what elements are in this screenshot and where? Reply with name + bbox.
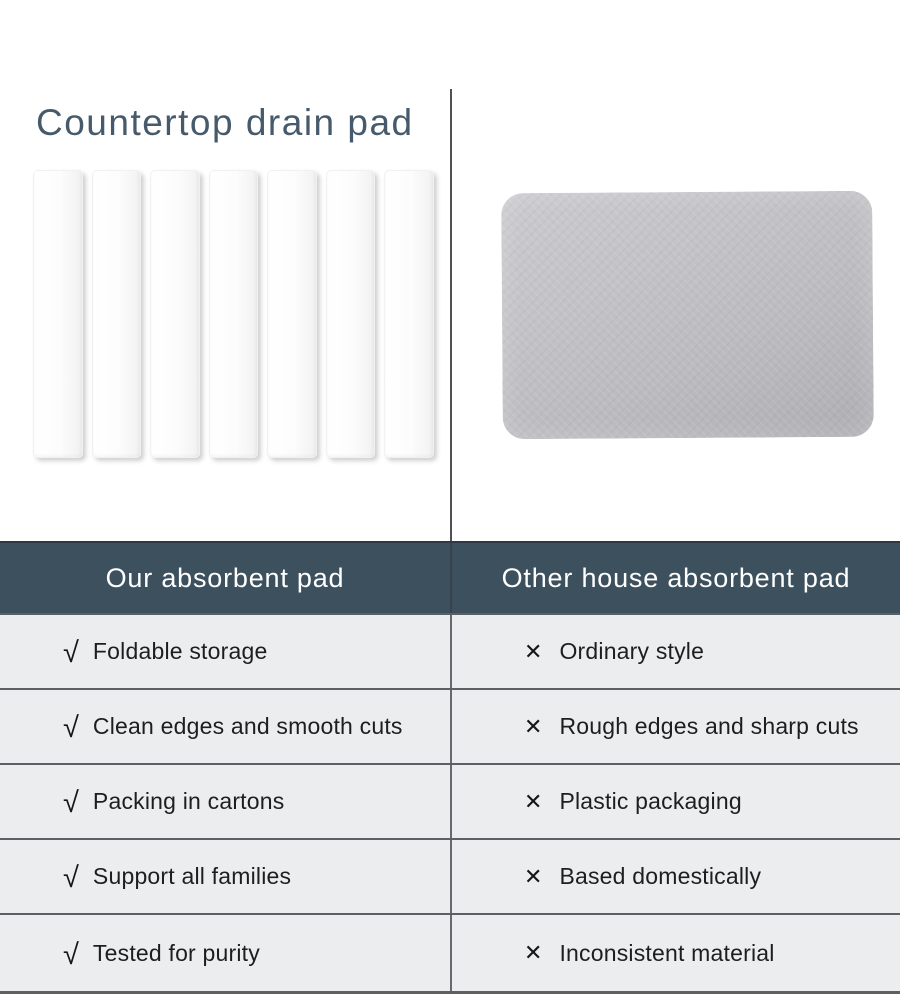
- feature-other: Ordinary style: [559, 638, 705, 664]
- pad-slat: [209, 170, 259, 458]
- pad-slat: [267, 170, 317, 458]
- pad-slat: [92, 170, 142, 458]
- check-icon: √: [63, 938, 79, 971]
- check-icon: √: [63, 712, 79, 744]
- page-title: Countertop drain pad: [36, 102, 414, 143]
- column-header-other: Other house absorbent pad: [501, 562, 851, 593]
- feature-ours: Foldable storage: [92, 638, 268, 664]
- cross-icon: ✕: [524, 863, 543, 889]
- check-icon: √: [63, 862, 79, 894]
- check-icon: √: [63, 787, 79, 819]
- pad-slat: [384, 170, 434, 458]
- comparison-table: [0, 541, 900, 994]
- product-image-foldable-pad: [33, 170, 434, 458]
- table-row: [0, 913, 900, 991]
- table-row: [0, 688, 900, 763]
- pad-slat: [326, 170, 376, 458]
- vertical-divider: [450, 89, 452, 543]
- feature-other: Based domestically: [559, 863, 762, 889]
- feature-ours: Tested for purity: [92, 939, 260, 966]
- cross-icon: ✕: [524, 788, 543, 814]
- feature-other: Plastic packaging: [559, 788, 742, 814]
- check-icon: √: [63, 637, 79, 669]
- product-image-other-pad: [501, 191, 874, 440]
- table-row: [0, 763, 900, 838]
- table-header-row: [0, 541, 900, 613]
- feature-ours: Clean edges and smooth cuts: [92, 713, 403, 739]
- feature-ours: Packing in cartons: [92, 788, 285, 814]
- cross-icon: ✕: [524, 713, 543, 739]
- cross-icon: ✕: [524, 940, 543, 965]
- feature-other: Rough edges and sharp cuts: [559, 713, 859, 739]
- column-header-ours: Our absorbent pad: [0, 543, 452, 613]
- table-row: [0, 613, 900, 688]
- feature-other: Inconsistent material: [559, 939, 775, 966]
- pad-slat: [150, 170, 200, 458]
- feature-ours: Support all families: [92, 863, 292, 889]
- pad-slat: [33, 170, 83, 458]
- cross-icon: ✕: [524, 638, 543, 664]
- table-row: [0, 838, 900, 913]
